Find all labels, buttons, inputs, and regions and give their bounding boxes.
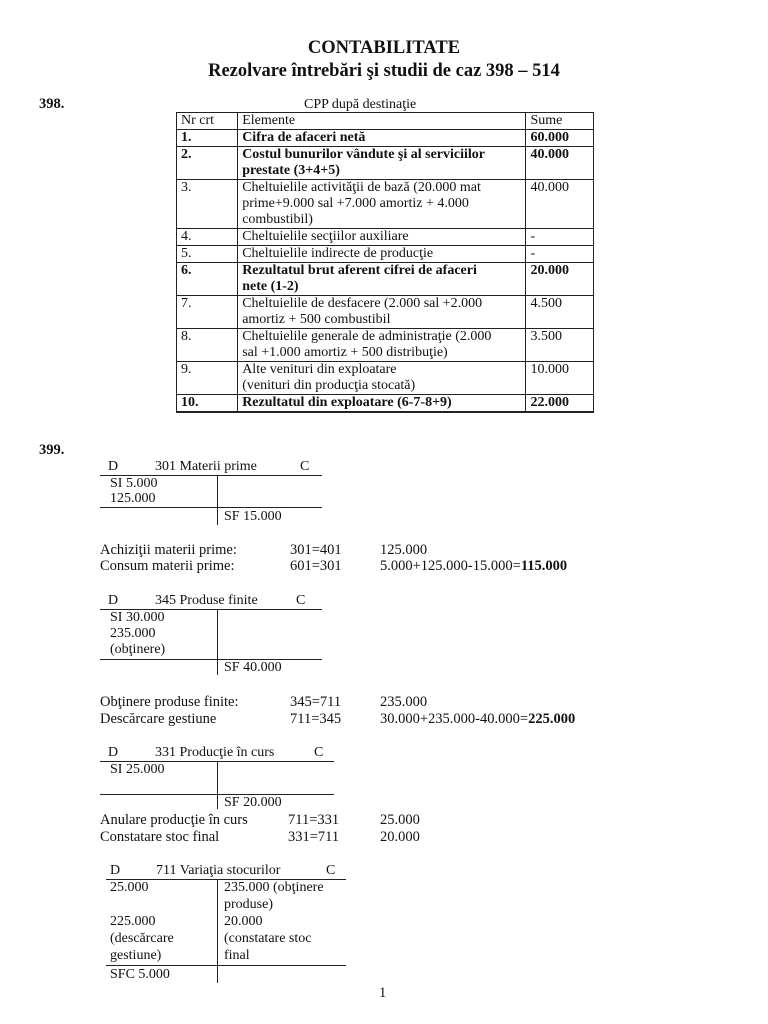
cpp-table-header-row [177, 113, 594, 130]
credit-entry: 20.000 [224, 914, 263, 929]
debit-label: D [110, 863, 121, 878]
cpp-table-row [177, 130, 594, 147]
entry-value: 125.000 [380, 542, 428, 558]
account-name: 345 Produse finite [155, 593, 258, 608]
row-element [238, 296, 526, 329]
row-number: 6. [177, 263, 238, 296]
row-number: 8. [177, 329, 238, 362]
debit-entry: 235.000 [110, 626, 156, 641]
row-number: 4. [177, 229, 238, 246]
element-line: prime+9.000 sal +7.000 amortiz + 4.000 [242, 196, 469, 211]
row-sum: 3.500 [526, 329, 594, 362]
cpp-table-row [177, 246, 594, 263]
credit-label: C [326, 863, 336, 878]
final-balance: SFC 5.000 [110, 967, 170, 982]
element-line: nete (1-2) [242, 279, 299, 294]
entry-value: 30.000+235.000-40.000=225.000 [380, 711, 576, 727]
col-header-nr: Nr crt [177, 113, 238, 130]
entry-value: 235.000 [380, 694, 428, 710]
debit-label: D [108, 593, 119, 608]
entry-label: Consum materii prime: [100, 558, 235, 574]
debit-entry: 225.000 [110, 914, 156, 929]
element-line: combustibil) [242, 212, 313, 227]
debit-entry: 25.000 [110, 880, 149, 895]
cpp-table-row [177, 362, 594, 395]
row-number: 3. [177, 180, 238, 229]
row-number: 5. [177, 246, 238, 263]
cpp-table-row [177, 329, 594, 362]
credit-label: C [314, 745, 324, 760]
entry-formula: 345=711 [290, 694, 342, 710]
row-element [238, 263, 526, 296]
document-subtitle: Rezolvare întrebări şi studii de caz 398 – 514 [208, 61, 560, 81]
final-balance: SF 40.000 [224, 660, 282, 675]
cpp-table-row [177, 180, 594, 229]
entry-formula: 711=345 [290, 711, 342, 727]
credit-entry: produse) [224, 897, 273, 912]
debit-entry: SI 30.000 [110, 610, 165, 625]
entry-value: 25.000 [380, 812, 420, 828]
debit-entry: SI 25.000 [110, 762, 165, 777]
row-sum: - [526, 246, 594, 263]
row-sum: 22.000 [526, 395, 594, 413]
row-element [238, 229, 526, 246]
entry-value: 20.000 [380, 829, 420, 845]
row-element [238, 362, 526, 395]
row-sum: - [526, 229, 594, 246]
t-account-bottom-line [100, 659, 322, 660]
element-line: (venituri din producţia stocată) [242, 378, 416, 393]
entry-formula: 331=711 [288, 829, 340, 845]
question-number-399: 399. [39, 442, 65, 458]
debit-entry: gestiune) [110, 948, 162, 963]
debit-entry: SI 5.000 [110, 476, 158, 491]
entry-formula: 301=401 [290, 542, 342, 558]
t-account-bottom-line [106, 965, 346, 966]
credit-entry: final [224, 948, 250, 963]
debit-label: D [108, 745, 119, 760]
account-name: 301 Materii prime [155, 459, 257, 474]
cpp-table-row [177, 395, 594, 413]
credit-label: C [300, 459, 310, 474]
cpp-table-row [177, 263, 594, 296]
row-element [238, 395, 526, 413]
element-line: amortiz + 500 combustibil [242, 312, 391, 327]
account-name: 711 Variaţia stocurilor [156, 863, 281, 878]
row-sum: 20.000 [526, 263, 594, 296]
entry-value: 5.000+125.000-15.000=115.000 [380, 558, 568, 574]
final-balance: SF 15.000 [224, 509, 282, 524]
account-name: 331 Producţie în curs [155, 745, 275, 760]
row-number: 1. [177, 130, 238, 147]
entry-label: Obţinere produse finite: [100, 694, 239, 710]
element-line: Cheltuielile activităţii de bază (20.000 mat [242, 180, 481, 195]
t-account-divider [217, 475, 218, 525]
element-line: Cheltuielile indirecte de producţie [242, 246, 434, 261]
cpp-table [176, 112, 594, 413]
debit-entry: (obţinere) [110, 642, 166, 657]
row-element [238, 180, 526, 229]
cpp-table-row [177, 296, 594, 329]
credit-entry: 235.000 (obţinere [224, 880, 324, 895]
row-sum: 4.500 [526, 296, 594, 329]
element-line: Rezultatul din exploatare (6-7-8+9) [242, 395, 452, 410]
credit-entry: (constatare stoc [224, 931, 312, 946]
t-account-bottom-line [100, 507, 322, 508]
document-title: CONTABILITATE [307, 38, 461, 58]
element-line: Costul bunurilor vândute şi al serviciilor [242, 147, 486, 162]
page-number: 1 [379, 985, 387, 1001]
row-element [238, 147, 526, 180]
col-header-sume: Sume [526, 113, 594, 130]
element-line: Cheltuielile de desfacere (2.000 sal +2.000 [242, 296, 483, 311]
row-number: 7. [177, 296, 238, 329]
entry-formula: 711=331 [288, 812, 340, 828]
debit-entry: (descărcare [110, 931, 174, 946]
row-sum: 60.000 [526, 130, 594, 147]
row-sum: 10.000 [526, 362, 594, 395]
entry-label: Achiziţii materii prime: [100, 542, 237, 558]
row-element [238, 246, 526, 263]
cpp-table-row [177, 229, 594, 246]
t-account-divider [217, 761, 218, 809]
cpp-table-row [177, 147, 594, 180]
row-element [238, 329, 526, 362]
table-caption: CPP după destinaţie [304, 97, 417, 112]
question-number-398: 398. [39, 96, 65, 112]
row-element [238, 130, 526, 147]
element-line: Rezultatul brut aferent cifrei de afaceri [242, 263, 477, 278]
col-header-elemente: Elemente [238, 113, 526, 130]
row-number: 10. [177, 395, 238, 413]
debit-label: D [108, 459, 119, 474]
entry-label: Descărcare gestiune [100, 711, 217, 727]
row-sum: 40.000 [526, 180, 594, 229]
element-line: sal +1.000 amortiz + 500 distribuţie) [242, 345, 448, 360]
row-number: 9. [177, 362, 238, 395]
entry-label: Anulare producţie în curs [100, 812, 248, 828]
row-sum: 40.000 [526, 147, 594, 180]
debit-entry: 125.000 [110, 491, 156, 506]
final-balance: SF 20.000 [224, 795, 282, 810]
element-line: Alte venituri din exploatare [242, 362, 397, 377]
entry-label: Constatare stoc final [100, 829, 220, 845]
credit-label: C [296, 593, 306, 608]
row-number: 2. [177, 147, 238, 180]
t-account-divider [217, 609, 218, 675]
entry-formula: 601=301 [290, 558, 342, 574]
element-line: Cheltuielile generale de administraţie (2.000 [242, 329, 492, 344]
t-account-bottom-line [100, 794, 334, 795]
element-line: Cheltuielile secţiilor auxiliare [242, 229, 409, 244]
element-line: prestate (3+4+5) [242, 163, 340, 178]
element-line: Cifra de afaceri netă [242, 130, 366, 145]
t-account-divider [217, 879, 218, 983]
